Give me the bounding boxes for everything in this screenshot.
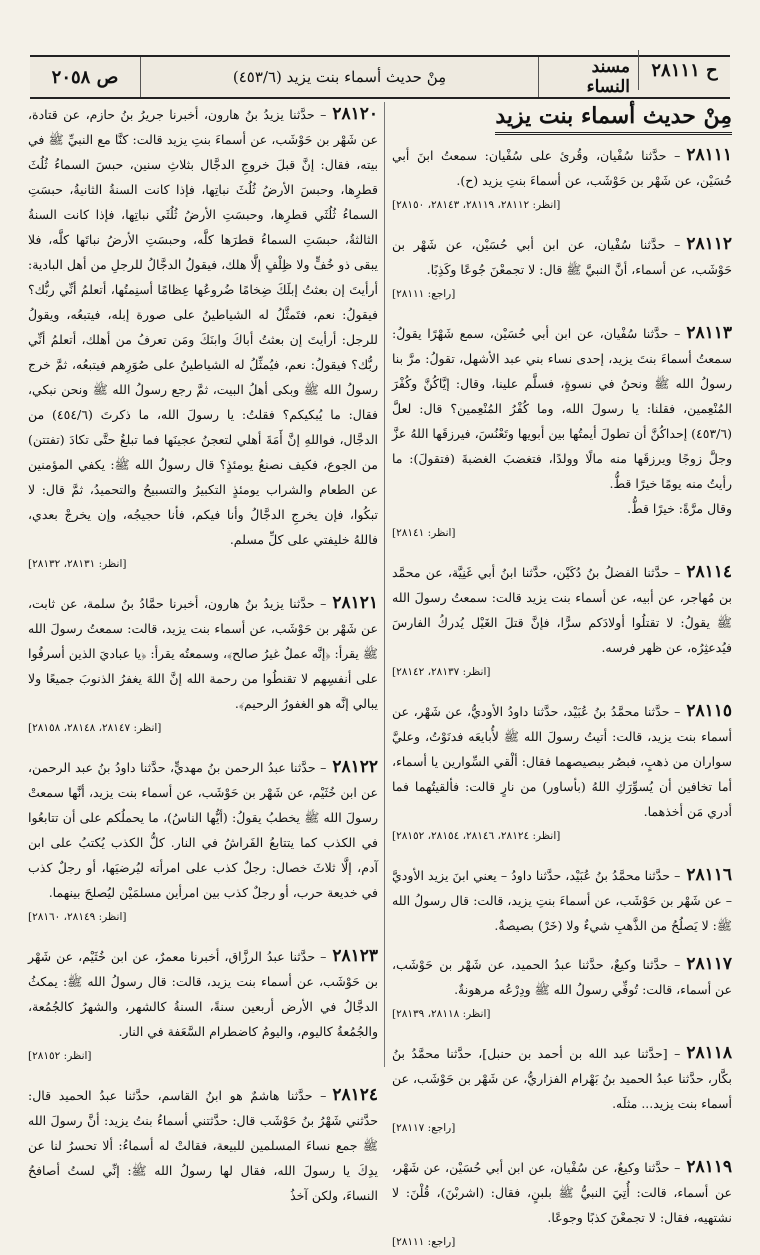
- cross-reference: [راجع: ٢٨١١١]: [392, 1236, 456, 1248]
- hadith-number: ٢٨١٢٠: [332, 104, 378, 124]
- cross-reference: [انظر: ٢٨١٤٩، ٢٨١٦٠]: [28, 911, 127, 923]
- cross-reference: [انظر: ٢٨١١٢، ٢٨١١٩، ٢٨١٤٣، ٢٨١٥٠]: [392, 199, 561, 211]
- cross-reference: [انظر: ٢٨١٣٧، ٢٨١٤٢]: [392, 666, 491, 678]
- hadith-text: – حدَّثنا سُفْيان، عن ابن أبي حُسَيْن، عن شَهْر بن حَوْشَب، عن أسماء، أنَّ النبيَّ ﷺ قال: لا تجمعْنَ جُوعًا وكَذِبًا.: [392, 237, 732, 277]
- hadith-entry: [28, 1083, 378, 1208]
- hadith-text: – حدَّثنا وكيعٌ، عن سُفْيان، عن ابن أبي حُسَيْن، عن شَهْر، عن أسماء، قالت: أُتِيَ النبيُّ ﷺ بلبنٍ، فقال: (اشربْنَ)، قُلْنَ: لا نشتهيه، فقال: لا تجمعْنَ كذبًا وجوعًا.: [392, 1160, 732, 1225]
- hadith-entry: [28, 944, 378, 1069]
- hadith-text: – حدَّثنا محمَّدُ بنُ عُبَيْد، حدَّثنا داودُ الأوديُّ، عن شَهْر، عن أسماء بنت يزيد، قالت: أتيتُ رسولَ الله ﷺ لأُبايعَه فدنَوْتُ، وعليَّ سواران من ذهبٍ، فبصُر ببصيصهما فقال: ألْقي السِّوارين يا أسماء، أما تخافين أن يُسوِّرَكِ اللهُ (بأساور) من نارٍ قالت: فألقيتُهما فما أدري مَن أخذهما.: [392, 704, 732, 819]
- hadith-entry: [28, 591, 378, 741]
- hadith-number: ٢٨١١٧: [686, 954, 732, 974]
- hadith-text: – حدَّثنا محمَّدُ بنُ عُبَيْد، حدَّثنا داودُ – يعني ابنَ يزيد الأوديَّ – عن شَهْر بن حَوْشَب، عن أسماءَ بنتِ يزيد، قالت: قال رسولُ الله ﷺ: لا يَصلُحُ من الذَّهبِ شيءٌ ولا (خَرْ) بصيصةٌ.: [392, 868, 732, 933]
- cross-reference: [انظر: ٢٨١٥٢]: [28, 1050, 92, 1062]
- right-hadith-list: [392, 143, 732, 1255]
- hadith-number: ٢٨١١٨: [686, 1043, 732, 1063]
- hadith-text: – حدَّثنا عبدُ الرحمن بنُ مهديٍّ، حدَّثنا داودُ بنُ عبد الرحمن، عن ابن خُثَيْم، عن شَهْر بن حَوْشَب، عن أسماء بنت يزيد، أنَّها سمعتْ رسولَ الله ﷺ يخطبُ يقولُ: (أيُّها الناسُ)، ما يحملُكم على أن تتابعُوا في الكذب كما يتتابعُ الفَراشُ في النار. كلُّ الكذب يُكتبُ على ابن آدم، إلَّا ثلاثَ خصال: رجلٌ كذب على امرأته ليُرضيَها، أو رجلٌ كذب في خديعة حرب، أو رجلٌ كذب بين امرأين مسلمَيْن ليُصلحَ بينهما.: [28, 760, 378, 900]
- hadith-text: – حدَّثنا يزيدُ بنُ هارون، أخبرنا جريرُ بنُ حازم، عن قتادة، عن شَهْر بن حَوْشَب، عن أسماءَ بنتِ يزيد قالت: كنَّا مع النبيِّ ﷺ في بيته، فقال: إنَّ قبلَ خروجِ الدجَّال بثلاثِ سنين، حبسَ السماءُ ثُلُثَ قطرِها، وحبسَ الأرضُ ثُلُثَ نباتِها، فإذا كانت السنةُ الثانيةُ، حبسَتِ السماءُ ثُلُثَي قطرِها، وحبسَتِ الأرضُ ثُلُثَي نباتِها، فإذا كانت السنةُ الثالثةُ، حبسَتِ السماءُ قطرَها كلَّه، وحبسَتِ الأرضُ نباتَها كلَّه، فلا يبقى ذو خُفٍّ ولا ظِلْفٍ إلَّا هلك، فيقولُ الدجَّالُ للرجلِ من أهل البادية: أرأيتَ إن بعثتُ إبلَكَ ضِخامًا ضُروعُها عِظامًا أسنِمتُها، أتعلمُ أنِّي ربُّك؟ فيقولُ: نعم، فتَمثَّلُ له الشياطينُ على صورة إبله، فيتبعُه، ويقولُ للرجل: أرأيتَ إن بعثتُ أباكَ وابنَكَ ومَن تعرفُ من أهلك، أتعلمُ أنِّي ربُّك؟ فيقولُ: نعم، فيُمثِّلُ له الشياطينُ على صُوَرِهم فيتبعُه، ثمَّ خرج رسولُ الله ﷺ وبكى أهلُ البيت، ثمَّ رجع رسولُ الله ﷺ ونحن نبكي، فقال: ما يُبكيكم؟ فقلتُ: يا رسولَ الله، ما ذكرتَ (٤٥٤/٦) من الدجَّال، فواللهِ إنَّ أَمَةَ أهلي لتعجنُ عجينَها فما تبلغُ حتَّى تكادَ (تفتتن) من الجوع، فكيف نصنعُ يومئذٍ؟ قال رسولُ الله ﷺ: يكفي المؤمنين عن الطعام والشراب يومئذٍ التكبيرُ والتسبيحُ والتحميدُ، ثمَّ قال: لا تبكُوا، فإن يخرجِ الدجَّالُ وأنا فيكم، فأنا حجيجُه، وإن يخرجْ بعدي، فاللهُ خليفتي على كلِّ مسلم.: [28, 107, 378, 547]
- hadith-entry: [392, 321, 732, 546]
- hadith-text: – حدَّثنا سُفْيان، عن ابن أبي حُسَيْن، سمع شَهْرًا يقولُ: سمعتُ أسماءَ بنتَ يزيد، إحدى نساء بني عبد الأشهل، تقولُ: مرَّ بنا رسولُ الله ﷺ ونحنُ في نسوةٍ، فسلَّم علينا، وقال: إيَّاكُنَّ وكُفْرَ المُنْعِمين، فقلنا: يا رسولَ الله، وما كُفْرُ المُنْعِمين؟ قال: لعلَّ (٤٥٣/٦) إحداكُنَّ أن تطولَ أيمتُها بين أبويها وتَعْنُسَ، فيرزقَها اللهُ عزَّ وجلَّ زوجًا ويرزقَها منه مالًا وولدًا، فتغضبَ الغضبةَ (فتقولَ): ما رأيتُ منه يومًا خيرًا قطُّ.: [392, 326, 732, 491]
- section-title: مِنْ حديث أسماء بنت يزيد: [495, 102, 732, 135]
- hadith-number: ٢٨١١٦: [686, 865, 732, 885]
- hadith-number: ٢٨١١٢: [686, 234, 732, 254]
- right-column: [392, 102, 732, 1248]
- hadith-number: ٢٨١١٣: [686, 323, 732, 343]
- cross-reference: [انظر: ٢٨١٤٧، ٢٨١٤٨، ٢٨١٥٨]: [28, 722, 162, 734]
- hadith-entry: [28, 102, 378, 577]
- cross-reference: [انظر: ٢٨١٤١]: [392, 527, 456, 539]
- hadith-entry: [392, 232, 732, 307]
- hadith-number: ٢٨١٢٤: [332, 1085, 378, 1105]
- header-hadith-number: ح ٢٨١١١: [638, 50, 730, 90]
- header-chapter: مِنْ حديث أسماء بنت يزيد (٤٥٣/٦): [140, 57, 538, 97]
- hadith-entry: [28, 755, 378, 930]
- running-header: [30, 55, 730, 99]
- hadith-number: ٢٨١٢٣: [332, 946, 378, 966]
- hadith-number: ٢٨١٢١: [332, 593, 378, 613]
- hadith-entry: [392, 863, 732, 938]
- left-hadith-list: [28, 102, 378, 1208]
- hadith-entry: [392, 952, 732, 1027]
- hadith-text: – حدَّثنا عبدُ الرزَّاق، أخبرنا معمرٌ، عن ابن خُثَيْم، عن شَهْر بن حَوْشَب، عن أسماء بنت يزيد، قالت: قال رسولُ الله ﷺ: يمكثُ الدجَّالُ في الأرض أربعين سنةً، السنةُ كالشهر، والشهرُ كالجُمُعة، والجُمُعةُ كاليوم، واليومُ كاضطرام السَّعَفة في النار.: [28, 949, 378, 1039]
- cross-reference: [انظر: ٢٨١٢٤، ٢٨١٤٦، ٢٨١٥٤، ٢٨١٥٢]: [392, 830, 561, 842]
- hadith-number: ٢٨١١٤: [686, 562, 732, 582]
- hadith-number: ٢٨١١٩: [686, 1157, 732, 1177]
- hadith-entry: [392, 1155, 732, 1255]
- cross-reference: [انظر: ٢٨١١٨، ٢٨١٣٩]: [392, 1008, 491, 1020]
- cross-reference: [راجع: ٢٨١١١]: [392, 288, 456, 300]
- hadith-entry: [392, 143, 732, 218]
- hadith-text: – حدَّثنا سُفْيان، وقُرئ على سُفْيان: سمعتُ ابنَ أبي حُسَيْن، عن شَهْر بن حَوْشَب، عن أسماءَ بنتِ يزيد (ح).: [392, 148, 732, 188]
- hadith-number: ٢٨١١٥: [686, 701, 732, 721]
- cross-reference: [انظر: ٢٨١٣١، ٢٨١٣٢]: [28, 558, 127, 570]
- hadith-text: – حدَّثنا هاشمٌ هو ابنُ القاسم، حدَّثنا عبدُ الحميد قال: حدَّثني شَهْرُ بنُ حَوْشَب قال: حدَّثتني أسماءُ بنتُ يزيد: أنَّ رسولَ الله ﷺ جمع نساءَ المسلمين للبيعة، فقالتْ له أسماءُ: ألا تحسرُ لنا عن يدِكَ يا رسولَ الله، فقال لها رسولُ الله ﷺ: إنِّي لستُ أصافحُ النساءَ، ولكن آخذُ: [28, 1088, 378, 1203]
- hadith-number: ٢٨١١١: [686, 145, 732, 165]
- cross-reference: [راجع: ٢٨١١٧]: [392, 1122, 456, 1134]
- hadith-text: – حدَّثنا يزيدُ بنُ هارون، أخبرنا حمَّادُ بنُ سلمة، عن ثابت، عن شَهْر بن حَوْشَب، عن أسماء بنت يزيد، قالت: سمعتُ رسولَ الله ﷺ يقرأ: ﴿إنَّه عملٌ غيرُ صالح﴾، وسمعتُه يقرأ: ﴿يا عباديَ الذين أسرفُوا على أنفسِهم لا تقنطُوا من رحمة الله إنَّ اللهَ يغفرُ الذنوبَ جميعًا ولا يبالي إنَّه هو الغفورُ الرحيم﴾.: [28, 596, 378, 711]
- hadith-text: – حدَّثنا الفضلُ بنُ دُكَيْن، حدَّثنا ابنُ أبي غَنِيَّة، عن محمَّد بن مُهاجر، عن أبيه، عن أسماء بنت يزيد قالت: سمعتُ رسولَ الله ﷺ يقولُ: لا تقتلُوا أولادَكم سرًّا، فإنَّ قتلَ الغَيْل يُدركُ الفارسَ فيُدعثِرُه، عن ظهر فرسه.: [392, 565, 732, 655]
- header-page-number: ص ٢٠٥٨: [51, 66, 119, 88]
- column-divider: [384, 102, 385, 1067]
- hadith-entry: [392, 699, 732, 849]
- hadith-text: – حدَّثنا وكيعٌ، حدَّثنا عبدُ الحميد، عن شَهْر بن حَوْشَب، عن أسماء، قالت: تُوفِّي رسولُ الله ﷺ ودِرْعُه مرهونةٌ.: [392, 957, 732, 997]
- hadith-entry: [392, 1041, 732, 1141]
- hadith-text: – [حدَّثنا عبد الله بن أحمد بن حنبل]، حدَّثنا محمَّدُ بنُ بكَّار، حدَّثنا عبدُ الحميد بنُ بَهْرام الفزاريُّ، عن شَهْر بن حَوْشَب، عن أسماء بنت يزيد... مثلَه.: [392, 1046, 732, 1111]
- left-column: [28, 102, 378, 1203]
- hadith-number: ٢٨١٢٢: [332, 757, 378, 777]
- hadith-entry: [392, 560, 732, 685]
- header-book-title: مسند النساء: [538, 57, 638, 97]
- hadith-note: وقال مرَّةً: خيرًا قطُّ.: [627, 501, 732, 516]
